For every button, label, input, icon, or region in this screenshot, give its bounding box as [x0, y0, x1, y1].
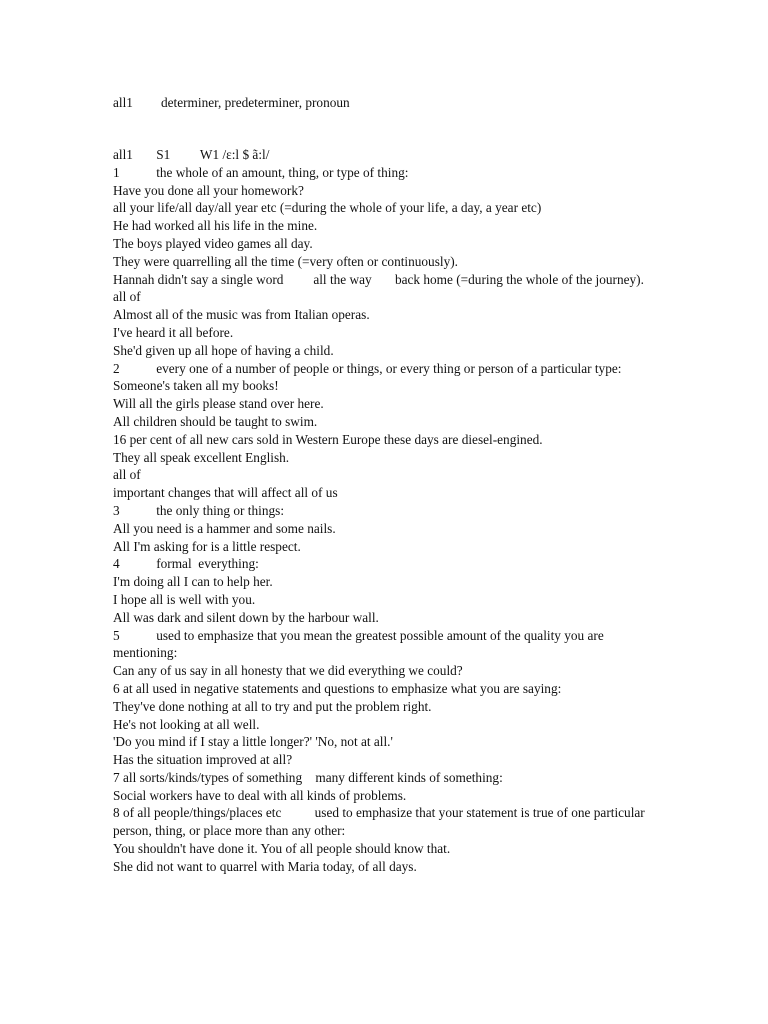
entry-header	[113, 94, 350, 112]
text-line: 3 the only thing or things:	[113, 502, 285, 518]
text-line: All you need is a hammer and some nails.	[113, 520, 336, 536]
text-line: All was dark and silent down by the harbour wall.	[113, 609, 379, 625]
text-line: Almost all of the music was from Italian operas.	[113, 307, 370, 323]
text-line: The boys played video games all day.	[113, 235, 313, 251]
text-line: They were quarrelling all the time (=very often or continuously).	[113, 253, 458, 269]
entry-body	[113, 146, 658, 876]
header-pos: determiner, predeterminer, pronoun	[160, 95, 350, 110]
text-line: Hannah didn't say a single word all the way back home (=during the whole of the journey).	[113, 271, 644, 287]
text-line: all of	[113, 289, 141, 305]
text-line: important changes that will affect all of us	[113, 485, 338, 501]
text-line: I hope all is well with you.	[113, 591, 256, 607]
text-line: all1 S1 W1 /ɛ:l $ ã:l/	[113, 147, 270, 162]
text-line: all your life/all day/all year etc (=during the whole of your life, a day, a year etc)	[113, 200, 542, 216]
text-line: Can any of us say in all honesty that we did everything we could?	[113, 663, 463, 679]
text-line: 6 at all used in negative statements and questions to emphasize what you are saying:	[113, 680, 562, 696]
text-line: They've done nothing at all to try and put the problem right.	[113, 698, 432, 714]
text-line: All children should be taught to swim.	[113, 413, 318, 429]
text-line: He's not looking at all well.	[113, 716, 260, 732]
text-line: Has the situation improved at all?	[113, 752, 293, 768]
text-line: 'Do you mind if I stay a little longer?' 'No, not at all.'	[113, 734, 393, 750]
text-line: 8 of all people/things/places etc used to emphasize that your statement is true of one particular person, thing, or place more than any other:	[113, 805, 649, 839]
text-line: They all speak excellent English.	[113, 449, 290, 465]
text-line: She did not want to quarrel with Maria today, of all days.	[113, 858, 417, 874]
text-line: Have you done all your homework?	[113, 182, 304, 198]
text-line: He had worked all his life in the mine.	[113, 218, 318, 234]
text-line: 7 all sorts/kinds/types of something many different kinds of something:	[113, 769, 503, 785]
text-line: Someone's taken all my books!	[113, 378, 279, 394]
text-line: 4 formal everything:	[113, 556, 259, 572]
text-line: You shouldn't have done it. You of all people should know that.	[113, 841, 451, 857]
text-line: She'd given up all hope of having a child.	[113, 342, 334, 358]
header-word: all1	[113, 95, 133, 110]
text-line: 5 used to emphasize that you mean the greatest possible amount of the quality you are mentioning:	[113, 627, 608, 661]
text-line: All I'm asking for is a little respect.	[113, 538, 301, 554]
text-line: 2 every one of a number of people or things, or every thing or person of a particular type:	[113, 360, 622, 376]
text-line: 16 per cent of all new cars sold in Western Europe these days are diesel-engined.	[113, 431, 543, 447]
text-line: I've heard it all before.	[113, 324, 234, 340]
text-line: 1 the whole of an amount, thing, or type of thing:	[113, 164, 409, 180]
text-line: Social workers have to deal with all kinds of problems.	[113, 787, 407, 803]
text-line: Will all the girls please stand over here.	[113, 396, 324, 412]
text-line: I'm doing all I can to help her.	[113, 574, 273, 590]
text-line: all of	[113, 467, 141, 483]
